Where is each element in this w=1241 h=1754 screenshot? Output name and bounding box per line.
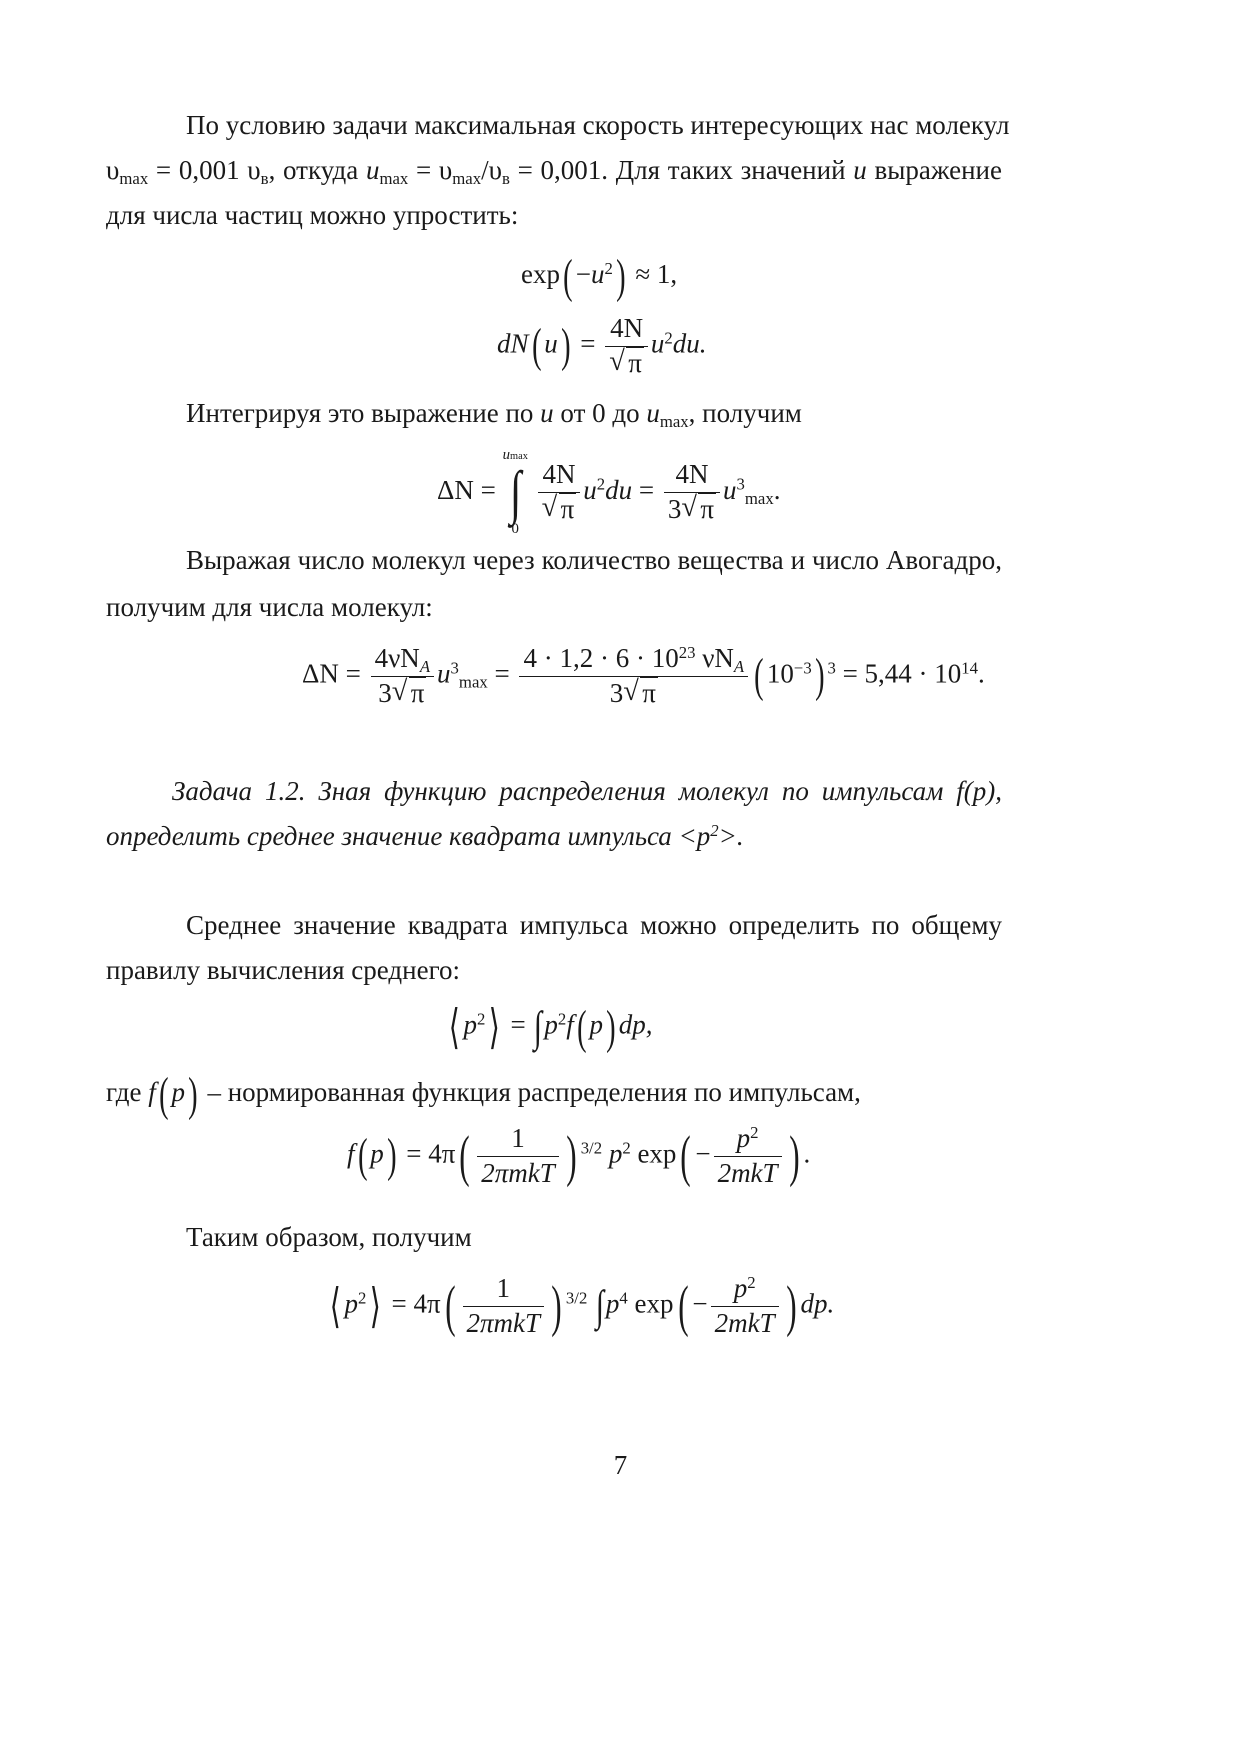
paragraph-4-line-2: правилу вычисления среднего: — [106, 955, 460, 985]
equation-dN: dN( u) = 4N √ π $u^2du$. — [497, 312, 707, 381]
paragraph-4-line-1: Среднее значение квадрата импульса можно определить по общему — [186, 910, 1002, 940]
paragraph-1-line-1: По условию задачи максимальная скорость интересующих нас молекул — [186, 110, 1010, 140]
equation-mean-p2: ⟨ $p^2⟩ = \int p^2f$( p) dp, — [448, 1001, 653, 1054]
task-heading-line-1: Задача 1.2. Зная функцию распределения молекул по импульсам f(p), — [172, 776, 1002, 806]
task-heading-line-2: определить среднее значение квадрата импульса $<p^2>$. — [106, 820, 744, 851]
equation-delta-N-numeric: ΔN = $\frac{4\nu N_A}{3√ \pi}$ $u^3_{max}$ = $\frac{4 \cdot 1,2 \cdot 6 \cdot 10^{23} \nu N_A}{3√ \pi}$ ( $10^{-3}$) $^3 = 5,44 \cdot 10^{14}$. — [302, 642, 985, 711]
equation-f-p: f( p) = 4π( $\frac{1}{\text{2πmkT}}$ ) $^{3/2}$ $p^2$ exp( − $\frac{p^2}{\text{2mkT}}$ ) . — [347, 1122, 811, 1188]
paragraph-3-line-1: Выражая число молекул через количество вещества и число Авогадро, — [186, 545, 1002, 575]
paragraph-5: где f( p) – нормированная функция распределения по импульсам, — [106, 1069, 861, 1121]
paragraph-1-line-2: $\upsilon_{max} = 0,001$ $\upsilon_в$, откуда $u_{max} = \upsilon_{max}/\upsilon_в = 0,001$. Для таких значений u выражение — [106, 155, 1002, 189]
page-number: 7 — [613, 1450, 628, 1480]
paragraph-6: Таким образом, получим — [186, 1222, 472, 1252]
paragraph-2: Интегрируя это выражение по u от 0 до $u_{max}$, получим — [186, 398, 802, 432]
equation-mean-p2-final: ⟨ $p^2⟩ = 4\pi$( $\frac{1}{\text{2πmkT}}$ ) $^{3/2}$ $\int p^4$ exp( − $\frac{p^2}{\text{2mkT}}$ ) dp. — [329, 1272, 835, 1338]
equation-delta-N-integral: ΔN = umax ∫ 0 4N √ π $u^2du$ = $\frac{4N}{3√ \pi}$ $u^3_{max}$. — [437, 448, 780, 537]
paragraph-3-line-2: получим для числа молекул: — [106, 592, 433, 622]
paragraph-1-line-3: для числа частиц можно упростить: — [106, 200, 519, 230]
equation-exp-approx: $\exp( -u^2) \approx 1$, — [521, 251, 678, 303]
